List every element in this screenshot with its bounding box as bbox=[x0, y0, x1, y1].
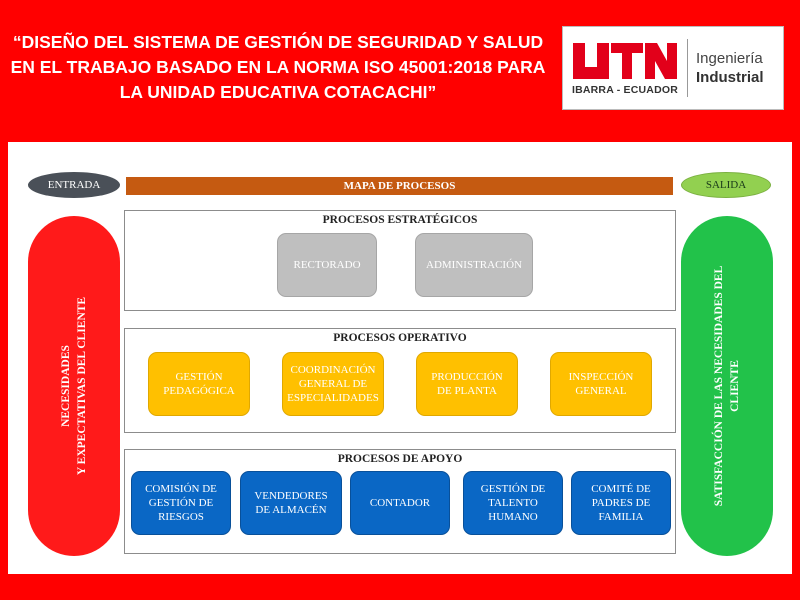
input-text-line-1: NECESIDADES bbox=[60, 345, 72, 427]
box-line: COMISIÓN DE bbox=[145, 483, 217, 495]
strategic-processes-section bbox=[124, 210, 676, 311]
box-line: COORDINACIÓN bbox=[290, 364, 376, 376]
logo-subtitle: IBARRA - ECUADOR bbox=[571, 84, 679, 96]
utn-logo bbox=[562, 26, 784, 110]
box-line: RIESGOS bbox=[158, 511, 204, 523]
process-box-contador bbox=[350, 471, 450, 535]
box-line: HUMANO bbox=[488, 511, 538, 523]
process-box-vendedores-almacen bbox=[240, 471, 342, 535]
box-line: VENDEDORES bbox=[254, 490, 328, 502]
client-satisfaction-output bbox=[681, 216, 773, 556]
box-line: GESTIÓN bbox=[175, 371, 223, 383]
box-line: GENERAL DE bbox=[298, 378, 368, 390]
output-text-line-2: CLIENTE bbox=[729, 360, 741, 412]
process-box-coordinacion-especialidades bbox=[282, 352, 384, 416]
box-line: GENERAL bbox=[575, 385, 627, 397]
box-line: COMITÉ DE bbox=[591, 483, 651, 495]
box-line: PEDAGÓGICA bbox=[163, 385, 235, 397]
operative-processes-title: PROCESOS OPERATIVO bbox=[333, 332, 467, 344]
process-box-talento-humano bbox=[463, 471, 563, 535]
box-line: DE PLANTA bbox=[437, 385, 497, 397]
box-line: CONTADOR bbox=[369, 497, 431, 509]
logo-divider bbox=[687, 39, 688, 97]
process-map-header: MAPA DE PROCESOS bbox=[126, 177, 673, 195]
box-line: GESTIÓN DE bbox=[148, 497, 214, 509]
box-line: PRODUCCIÓN bbox=[431, 371, 503, 383]
title-line-3: LA UNIDAD EDUCATIVA COTACACHI” bbox=[119, 82, 437, 102]
process-box-inspeccion-general bbox=[550, 352, 652, 416]
box-line: GESTIÓN DE bbox=[480, 483, 546, 495]
title-line-1: “DISEÑO DEL SISTEMA DE GESTIÓN DE SEGURIDAD Y SALUD bbox=[12, 32, 544, 52]
client-needs-input bbox=[28, 216, 120, 556]
process-map-panel bbox=[8, 142, 792, 574]
process-box-produccion-planta bbox=[416, 352, 518, 416]
process-box-administracion: ADMINISTRACIÓN bbox=[415, 233, 533, 297]
process-box-gestion-pedagogica bbox=[148, 352, 250, 416]
process-box-comite-padres bbox=[571, 471, 671, 535]
process-box-rectorado: RECTORADO bbox=[277, 233, 377, 297]
title-line-2: EN EL TRABAJO BASADO EN LA NORMA ISO 45001:2018 PARA bbox=[10, 57, 546, 77]
output-text-line-1: SATISFACCIÓN DE LAS NECESIDADES DEL bbox=[713, 265, 725, 507]
operative-processes-section bbox=[124, 328, 676, 433]
support-processes-title: PROCESOS DE APOYO bbox=[337, 453, 463, 465]
box-line: TALENTO bbox=[488, 497, 538, 509]
box-line: PADRES DE bbox=[591, 497, 651, 509]
entrada-label: ENTRADA bbox=[28, 172, 120, 198]
utn-logo-mark-icon bbox=[571, 41, 679, 81]
logo-department-line-1: Ingeniería bbox=[696, 50, 763, 67]
box-line: ESPECIALIDADES bbox=[287, 392, 379, 404]
slide-title bbox=[8, 30, 548, 105]
box-line: DE ALMACÉN bbox=[255, 504, 327, 516]
salida-label: SALIDA bbox=[681, 172, 771, 198]
support-processes-section bbox=[124, 449, 676, 554]
box-line: FAMILIA bbox=[598, 511, 644, 523]
process-box-comision-riesgos bbox=[131, 471, 231, 535]
logo-department-line-2: Industrial bbox=[696, 69, 764, 86]
input-text-line-2: Y EXPECTATIVAS DEL CLIENTE bbox=[76, 296, 88, 476]
box-line: INSPECCIÓN bbox=[568, 371, 634, 383]
strategic-processes-title: PROCESOS ESTRATÉGICOS bbox=[322, 214, 478, 226]
